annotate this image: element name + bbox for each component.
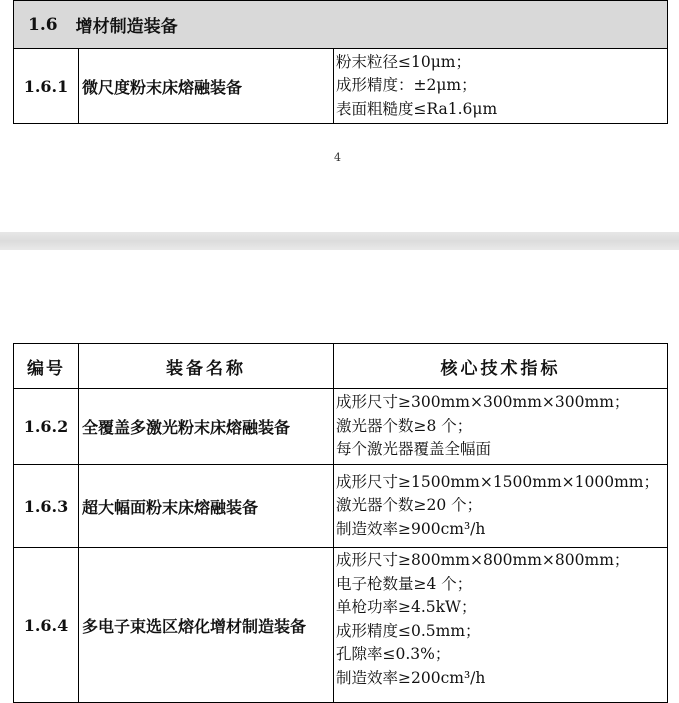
spec-line: 单枪功率≥4.5kW； xyxy=(336,598,477,616)
row-number: 1.6.4 xyxy=(23,616,69,635)
spec-line: 激光器个数≥8 个； xyxy=(336,416,473,435)
section-title: 增材制造装备 xyxy=(75,17,178,37)
spec-cell xyxy=(334,49,667,123)
header-number: 编号 xyxy=(27,358,65,379)
equipment-name: 超大幅面粉末床熔融装备 xyxy=(82,497,259,517)
spec-line: 电子枪数量≥4 个； xyxy=(336,574,473,593)
header-name: 装备名称 xyxy=(166,358,246,379)
row-number: 1.6.2 xyxy=(23,417,69,436)
row-number: 1.6.1 xyxy=(23,76,69,96)
page-gap xyxy=(0,232,679,250)
spec-line: 孔隙率≤0.3%； xyxy=(336,645,451,663)
spec-line: 粉末粒径≤10μm； xyxy=(336,52,471,71)
equipment-name: 微尺度粉末床熔融装备 xyxy=(82,77,243,97)
table-row xyxy=(14,49,667,123)
top-table xyxy=(13,0,668,124)
table-header-row xyxy=(14,344,667,388)
header-spec: 核心技术指标 xyxy=(440,358,561,379)
spec-cell xyxy=(334,548,667,703)
page-number: 4 xyxy=(334,151,341,164)
spec-line: 激光器个数≥20 个； xyxy=(336,496,483,515)
bottom-table xyxy=(13,343,668,703)
spec-line: 制造效率≥200cm³/h xyxy=(336,668,486,687)
spec-cell xyxy=(334,465,667,547)
equipment-name: 多电子束选区熔化增材制造装备 xyxy=(82,617,307,636)
spec-line: 每个激光器覆盖全幅面 xyxy=(336,440,492,459)
equipment-name: 全覆盖多激光粉末床熔融装备 xyxy=(82,418,291,437)
section-number: 1.6 xyxy=(28,14,58,35)
section-header xyxy=(14,1,667,48)
spec-line: 成形精度：±2μm； xyxy=(336,76,477,95)
table-row xyxy=(14,548,667,703)
spec-line: 表面粗糙度≤Ra1.6μm xyxy=(336,99,498,118)
row-number: 1.6.3 xyxy=(23,496,69,516)
table-row xyxy=(14,465,667,547)
spec-line: 成形精度≤0.5mm； xyxy=(336,621,481,640)
spec-line: 成形尺寸≥300mm×300mm×300mm； xyxy=(336,393,630,412)
spec-line: 成形尺寸≥1500mm×1500mm×1000mm； xyxy=(336,472,659,491)
page-bottom xyxy=(0,250,679,692)
page-top xyxy=(0,0,679,232)
spec-line: 成形尺寸≥800mm×800mm×800mm； xyxy=(336,551,630,569)
table-row xyxy=(14,389,667,464)
spec-cell xyxy=(334,389,667,464)
spec-line: 制造效率≥900cm³/h xyxy=(336,519,486,538)
